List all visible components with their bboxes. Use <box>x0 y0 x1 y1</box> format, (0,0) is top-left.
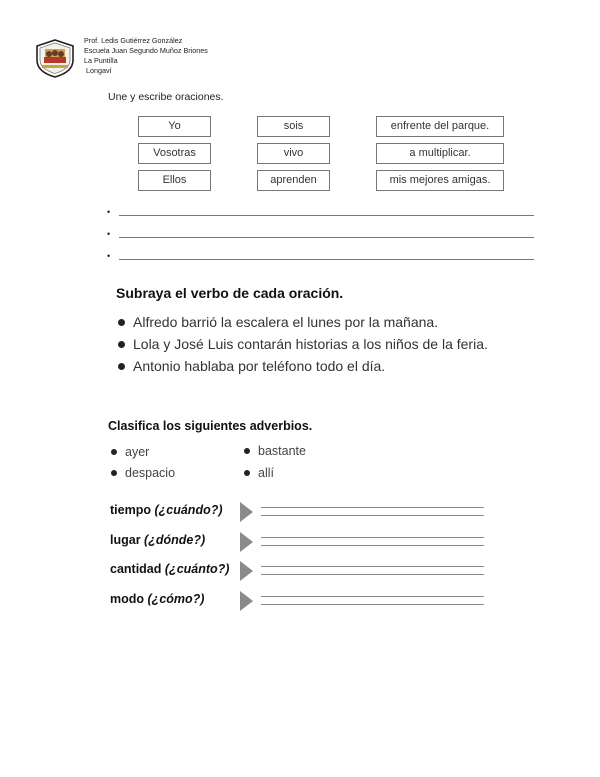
word-box: Yo <box>138 116 211 137</box>
bullet-dot <box>244 448 250 454</box>
writing-line[interactable] <box>119 259 534 260</box>
adverb-item: allí <box>244 466 274 480</box>
arrow-right-icon <box>240 591 253 611</box>
category-label: lugar (¿dónde?) <box>110 533 206 547</box>
sentence: Antonio hablaba por teléfono todo el día. <box>118 358 385 374</box>
word-box: a multiplicar. <box>376 143 504 164</box>
sentence: Alfredo barrió la escalera el lunes por la mañana. <box>118 314 438 330</box>
category-label: modo (¿cómo?) <box>110 592 205 606</box>
answer-line[interactable] <box>261 507 484 508</box>
arrow-right-icon <box>240 502 253 522</box>
bullet-dot <box>111 449 117 455</box>
teacher-name: Prof. Ledis Gutiérrez González <box>84 36 183 45</box>
bullet-dot <box>244 470 250 476</box>
section1-instruction: Une y escribe oraciones. <box>108 91 224 103</box>
bullet: • <box>107 207 111 217</box>
category-label: cantidad (¿cuánto?) <box>110 562 230 576</box>
section3-title: Clasifica los siguientes adverbios. <box>108 419 313 433</box>
bullet-dot <box>118 341 125 348</box>
adverb-item: bastante <box>244 444 306 458</box>
city: Longaví <box>84 66 112 75</box>
writing-line[interactable] <box>119 237 534 238</box>
answer-line[interactable] <box>261 566 484 567</box>
word-box: aprenden <box>257 170 330 191</box>
bullet-dot <box>118 319 125 326</box>
word-box: Vosotras <box>138 143 211 164</box>
category-label: tiempo (¿cuándo?) <box>110 503 223 517</box>
section2-title: Subraya el verbo de cada oración. <box>116 285 344 301</box>
answer-line[interactable] <box>261 596 484 597</box>
word-box: mis mejores amigas. <box>376 170 504 191</box>
school-name: Escuela Juan Segundo Muñoz Briones <box>84 46 208 55</box>
writing-line[interactable] <box>119 215 534 216</box>
word-box: sois <box>257 116 330 137</box>
bullet-dot <box>111 470 117 476</box>
header-info <box>84 36 208 76</box>
answer-line[interactable] <box>261 574 484 575</box>
bullet: • <box>107 229 111 239</box>
answer-line[interactable] <box>261 537 484 538</box>
word-box: vivo <box>257 143 330 164</box>
bullet-dot <box>118 363 125 370</box>
arrow-right-icon <box>240 532 253 552</box>
location: La Puntilla <box>84 56 118 65</box>
word-box: Ellos <box>138 170 211 191</box>
answer-line[interactable] <box>261 545 484 546</box>
answer-line[interactable] <box>261 604 484 605</box>
sentence: Lola y José Luis contarán historias a los niños de la feria. <box>118 336 488 352</box>
bullet: • <box>107 251 111 261</box>
adverb-item: despacio <box>111 466 175 480</box>
school-crest-icon <box>34 38 76 78</box>
word-box: enfrente del parque. <box>376 116 504 137</box>
adverb-item: ayer <box>111 445 149 459</box>
arrow-right-icon <box>240 561 253 581</box>
answer-line[interactable] <box>261 515 484 516</box>
